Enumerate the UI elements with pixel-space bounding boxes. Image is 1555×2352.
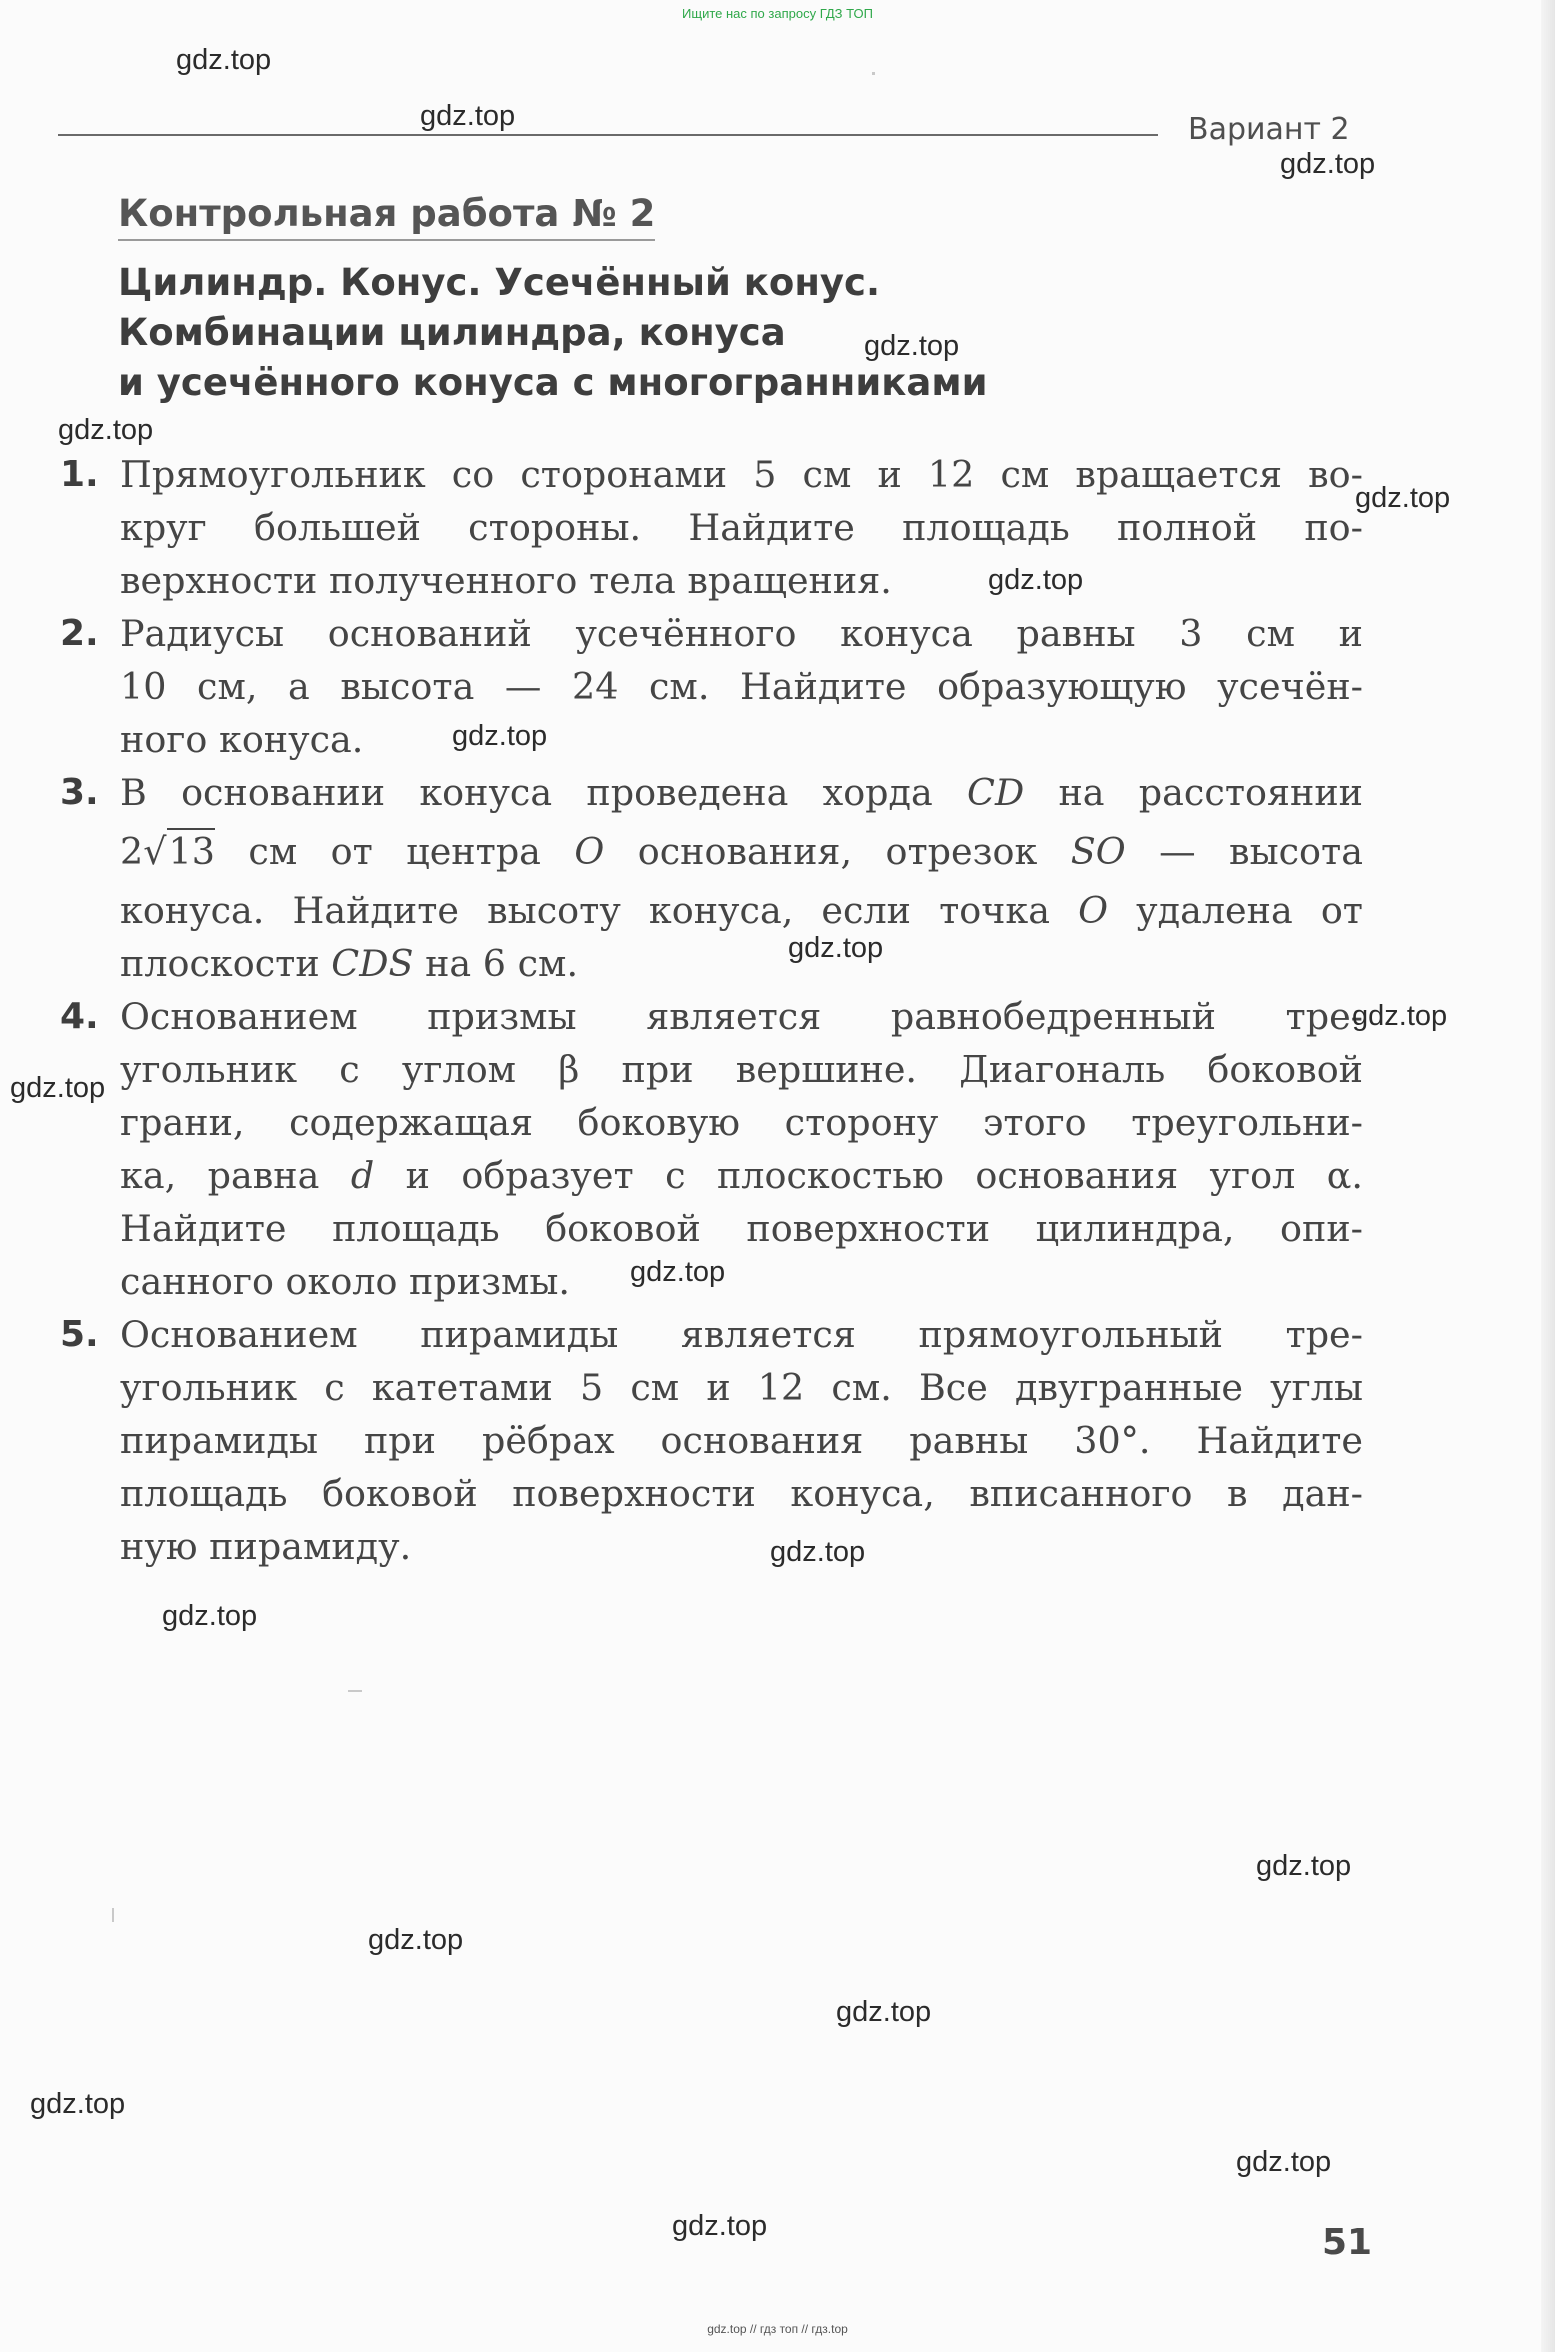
radicand: 13 — [168, 830, 215, 873]
topic-line: Цилиндр. Конус. Усечённый конус. — [118, 261, 881, 304]
task-list — [58, 448, 1363, 1573]
text-run: на 6 см. — [413, 942, 579, 985]
watermark: gdz.top — [672, 2210, 768, 2242]
watermark: gdz.top — [836, 1996, 932, 2028]
topic-line: Комбинации цилиндра, конуса — [118, 311, 786, 354]
watermark: gdz.top — [1355, 482, 1451, 514]
work-title: Контрольная работа № 2 — [118, 192, 655, 241]
math-variable: CDS — [331, 942, 414, 985]
task-number: 5. — [60, 1314, 99, 1355]
scan-speck — [872, 72, 875, 75]
task-line — [120, 884, 1363, 937]
footer-text: gdz.top // гдз топ // гдз.top — [707, 2322, 848, 2336]
task-line: пирамиды при рёбрах основания равны 30°. Найдите — [120, 1419, 1363, 1462]
top-banner: Ищите нас по запросу ГДЗ ТОП — [682, 6, 873, 21]
text-run: ка, равна — [120, 1154, 351, 1197]
square-root: √13 — [143, 830, 215, 873]
text-run: В основании конуса проведена хорда — [120, 771, 968, 814]
watermark: gdz.top — [58, 414, 154, 446]
watermark: gdz.top — [452, 720, 548, 752]
variant-label: Вариант 2 — [1188, 112, 1350, 147]
task-number: 3. — [60, 772, 99, 813]
task-line: Найдите площадь боковой поверхности цилиндра, опи- — [120, 1207, 1363, 1250]
task-5 — [58, 1308, 1363, 1573]
header-rule — [58, 134, 1158, 136]
text-run: удалена от — [1108, 889, 1363, 932]
text-run: конуса. Найдите высоту конуса, если точка — [120, 889, 1079, 932]
watermark: gdz.top — [1256, 1850, 1352, 1882]
page-number: 51 — [1322, 2222, 1373, 2263]
math-variable: O — [574, 830, 605, 873]
topic-line: и усечённого конуса с многогранниками — [118, 361, 988, 404]
text-run: плоскости — [120, 942, 332, 985]
task-1 — [58, 448, 1363, 607]
math-variable: SO — [1070, 830, 1126, 873]
task-line — [120, 819, 1363, 884]
task-line: санного около призмы. — [120, 1260, 571, 1303]
math-variable: d — [350, 1154, 375, 1197]
task-line — [120, 1149, 1363, 1202]
task-line: угольник с углом β при вершине. Диагональ боковой — [120, 1048, 1363, 1091]
task-line: верхности полученного тела вращения. — [120, 559, 892, 602]
task-number: 1. — [60, 454, 99, 495]
watermark: gdz.top — [988, 564, 1084, 596]
text-run: — высота — [1125, 830, 1363, 873]
watermark: gdz.top — [176, 44, 272, 76]
topic-title — [118, 258, 1118, 408]
task-line: Прямоугольник со сторонами 5 см и 12 см вращается во- — [120, 453, 1363, 496]
math-variable: CD — [967, 771, 1025, 814]
watermark: gdz.top — [864, 330, 960, 362]
task-line: угольник с катетами 5 см и 12 см. Все двугранные углы — [120, 1366, 1363, 1409]
task-number: 4. — [60, 996, 99, 1037]
task-line: ную пирамиду. — [120, 1525, 412, 1568]
math-variable: O — [1078, 889, 1109, 932]
watermark: gdz.top — [420, 100, 516, 132]
task-line — [120, 937, 1363, 990]
task-line — [120, 766, 1363, 819]
text-run: на расстоянии — [1024, 771, 1363, 814]
text-run: см от центра — [214, 830, 575, 873]
math-coefficient: 2 — [120, 830, 144, 873]
watermark: gdz.top — [30, 2088, 126, 2120]
text-run: и образует с плоскостью основания угол α. — [374, 1154, 1363, 1197]
task-line: ного конуса. — [120, 718, 364, 761]
task-line: Радиусы оснований усечённого конуса равны 3 см и — [120, 612, 1363, 655]
task-line: Основанием призмы является равнобедренный тре- — [120, 995, 1363, 1038]
task-number: 2. — [60, 613, 99, 654]
scan-speck — [348, 1690, 362, 1692]
page-edge-shadow — [1541, 0, 1555, 2352]
watermark: gdz.top — [1236, 2146, 1332, 2178]
task-line: 10 см, а высота — 24 см. Найдите образующую усечён- — [120, 665, 1363, 708]
watermark: gdz.top — [368, 1924, 464, 1956]
task-2 — [58, 607, 1363, 766]
watermark: gdz.top — [770, 1536, 866, 1568]
scan-speck — [112, 1908, 114, 1922]
task-line: Основанием пирамиды является прямоугольный тре- — [120, 1313, 1363, 1356]
task-line: грани, содержащая боковую сторону этого треугольни- — [120, 1101, 1363, 1144]
text-run: основания, отрезок — [604, 830, 1071, 873]
watermark: gdz.top — [1280, 148, 1376, 180]
watermark: gdz.top — [10, 1072, 106, 1104]
task-line: круг большей стороны. Найдите площадь полной по- — [120, 506, 1363, 549]
watermark: gdz.top — [1352, 1000, 1448, 1032]
watermark: gdz.top — [162, 1600, 258, 1632]
watermark: gdz.top — [630, 1256, 726, 1288]
task-line: площадь боковой поверхности конуса, вписанного в дан- — [120, 1472, 1363, 1515]
task-3 — [58, 766, 1363, 990]
watermark: gdz.top — [788, 932, 884, 964]
